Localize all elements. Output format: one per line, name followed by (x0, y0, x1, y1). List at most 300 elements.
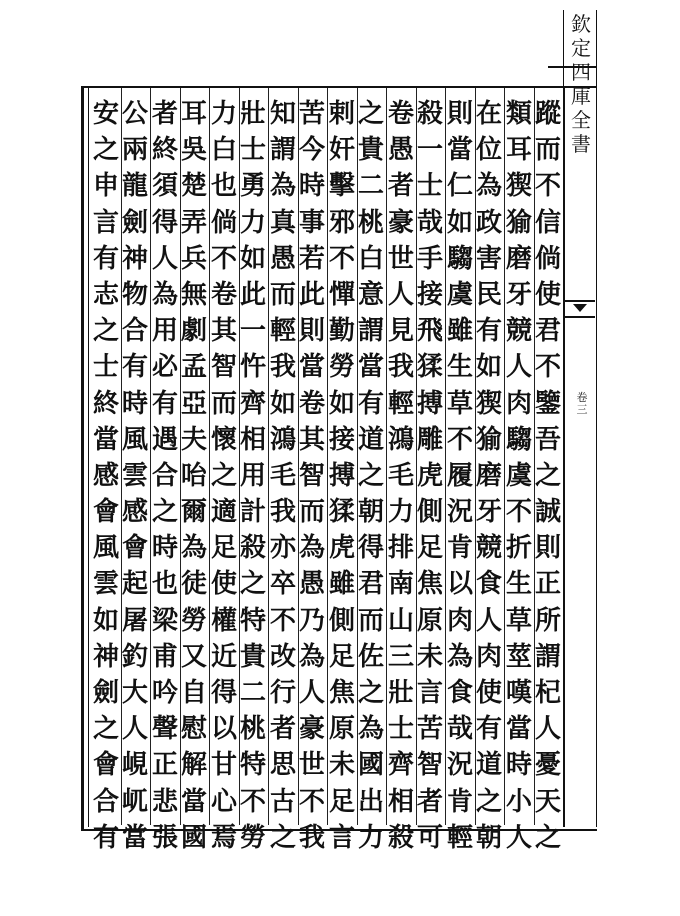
glyph: 公 (121, 99, 148, 129)
glyph: 不 (328, 243, 355, 274)
glyph: 書 (571, 132, 591, 156)
glyph: 爾 (180, 497, 207, 528)
glyph: 雕 (416, 424, 443, 455)
glyph: 牙 (475, 497, 502, 528)
glyph: 甘 (210, 750, 237, 781)
glyph: 當 (180, 786, 207, 817)
glyph: 擊 (328, 171, 355, 202)
glyph: 哉 (416, 207, 443, 238)
glyph: 當 (121, 822, 148, 853)
glyph: 又 (180, 641, 207, 672)
glyph: 卷 (576, 391, 588, 404)
glyph: 道 (475, 750, 502, 781)
glyph: 無 (180, 279, 207, 310)
glyph: 合 (121, 316, 148, 347)
glyph: 有 (475, 714, 502, 745)
glyph: 猰 (505, 171, 532, 202)
glyph: 位 (475, 135, 502, 166)
glyph: 肉 (475, 641, 502, 672)
glyph: 四 (571, 60, 591, 84)
glyph: 競 (505, 316, 532, 347)
glyph: 亞 (180, 388, 207, 419)
glyph: 當 (92, 424, 119, 455)
glyph: 之 (269, 822, 296, 853)
glyph: 殺 (239, 533, 266, 564)
glyph: 特 (239, 750, 266, 781)
glyph: 謂 (357, 316, 384, 347)
glyph: 卷 (387, 99, 414, 129)
top-extension-rule (563, 10, 564, 86)
glyph: 之 (357, 678, 384, 708)
glyph: 輕 (269, 316, 296, 347)
glyph: 士 (416, 171, 443, 202)
glyph: 猱 (416, 352, 443, 383)
glyph: 劍 (92, 678, 119, 708)
glyph: 憚 (328, 279, 355, 310)
glyph: 用 (239, 460, 266, 491)
glyph: 道 (357, 424, 384, 455)
glyph: 知 (269, 99, 296, 129)
glyph: 愚 (387, 135, 414, 166)
glyph: 權 (210, 605, 237, 636)
glyph: 足 (328, 641, 355, 672)
glyph: 憂 (534, 750, 561, 781)
glyph: 桃 (239, 714, 266, 745)
glyph: 而 (298, 497, 325, 528)
glyph: 相 (239, 424, 266, 455)
glyph: 甫 (151, 641, 178, 672)
margin-outer-rule (596, 10, 597, 827)
glyph: 會 (92, 750, 119, 781)
glyph: 梁 (151, 605, 178, 636)
glyph: 時 (151, 533, 178, 564)
glyph: 而 (357, 605, 384, 636)
glyph: 而 (269, 279, 296, 310)
glyph: 三 (576, 403, 588, 416)
glyph: 特 (239, 605, 266, 636)
glyph: 時 (298, 171, 325, 202)
glyph: 手 (416, 243, 443, 274)
glyph: 弄 (180, 207, 207, 238)
glyph: 一 (416, 135, 443, 166)
glyph: 志 (92, 279, 119, 310)
glyph: 焦 (328, 678, 355, 708)
glyph: 三 (387, 641, 414, 672)
glyph: 峴 (121, 750, 148, 781)
glyph: 肯 (446, 786, 473, 817)
glyph: 壯 (387, 678, 414, 708)
glyph: 言 (328, 822, 355, 853)
glyph: 庫 (571, 84, 591, 108)
glyph: 卷 (298, 388, 325, 419)
glyph: 豪 (298, 714, 325, 745)
glyph: 者 (269, 714, 296, 745)
glyph: 為 (151, 279, 178, 310)
glyph: 言 (92, 207, 119, 238)
glyph: 智 (210, 352, 237, 383)
glyph: 夫 (180, 424, 207, 455)
glyph: 搏 (416, 388, 443, 419)
glyph: 鴻 (387, 424, 414, 455)
glyph: 愚 (298, 569, 325, 600)
glyph: 也 (151, 569, 178, 600)
glyph: 㺄 (475, 424, 502, 455)
glyph: 如 (269, 388, 296, 419)
glyph: 況 (446, 750, 473, 781)
glyph: 力 (239, 207, 266, 238)
glyph: 大 (121, 678, 148, 708)
glyph: 哉 (446, 714, 473, 745)
glyph: 毛 (269, 460, 296, 491)
glyph: 二 (239, 678, 266, 708)
glyph: 神 (92, 641, 119, 672)
glyph: 剌 (328, 99, 355, 129)
glyph: 白 (210, 135, 237, 166)
glyph: 杞 (534, 678, 561, 708)
glyph: 足 (416, 533, 443, 564)
glyph: 勇 (239, 171, 266, 202)
glyph: 蹤 (534, 99, 561, 129)
glyph: 小 (505, 786, 532, 817)
glyph: 未 (416, 641, 443, 672)
glyph: 輕 (387, 388, 414, 419)
glyph: 不 (534, 171, 561, 202)
glyph: 焦 (416, 569, 443, 600)
glyph: 有 (92, 822, 119, 853)
glyph: 人 (298, 678, 325, 708)
glyph: 得 (151, 207, 178, 238)
glyph: 則 (534, 533, 561, 564)
glyph: 而 (534, 135, 561, 166)
glyph: 耳 (505, 135, 532, 166)
glyph: 食 (446, 678, 473, 708)
glyph: 思 (269, 750, 296, 781)
glyph: 殺 (416, 99, 443, 129)
glyph: 亦 (269, 533, 296, 564)
glyph: 桃 (357, 207, 384, 238)
glyph: 之 (357, 460, 384, 491)
glyph: 生 (446, 352, 473, 383)
glyph: 起 (121, 569, 148, 600)
glyph: 有 (357, 388, 384, 419)
glyph: 須 (151, 171, 178, 202)
glyph: 為 (180, 533, 207, 564)
glyph: 感 (92, 460, 119, 491)
glyph: 世 (298, 750, 325, 781)
glyph: 事 (298, 207, 325, 238)
glyph: 君 (534, 316, 561, 347)
glyph: 豪 (387, 207, 414, 238)
glyph: 則 (446, 99, 473, 129)
glyph: 其 (298, 424, 325, 455)
glyph: 為 (446, 641, 473, 672)
glyph: 感 (121, 497, 148, 528)
glyph: 必 (151, 352, 178, 383)
glyph: 㺄 (505, 207, 532, 238)
glyph: 使 (210, 569, 237, 600)
glyph: 之 (534, 822, 561, 853)
glyph: 得 (210, 678, 237, 708)
glyph: 苦 (416, 714, 443, 745)
glyph: 虎 (328, 533, 355, 564)
glyph: 貴 (357, 135, 384, 166)
glyph: 雲 (92, 569, 119, 600)
glyph: 若 (298, 243, 325, 274)
glyph: 神 (121, 243, 148, 274)
glyph: 毛 (387, 460, 414, 491)
glyph: 莖 (505, 641, 532, 672)
glyph: 白 (357, 243, 384, 274)
glyph: 朝 (357, 497, 384, 528)
glyph: 飛 (416, 316, 443, 347)
glyph: 之 (151, 497, 178, 528)
glyph: 所 (534, 605, 561, 636)
glyph: 焉 (210, 822, 237, 853)
glyph: 安 (92, 99, 119, 129)
glyph: 者 (387, 171, 414, 202)
glyph: 不 (210, 243, 237, 274)
glyph: 世 (387, 243, 414, 274)
glyph: 壯 (239, 99, 266, 129)
glyph: 近 (210, 641, 237, 672)
glyph: 信 (534, 207, 561, 238)
glyph: 言 (416, 678, 443, 708)
glyph: 牙 (505, 279, 532, 310)
glyph: 徒 (180, 569, 207, 600)
glyph: 之 (210, 460, 237, 491)
glyph: 之 (92, 316, 119, 347)
glyph: 適 (210, 497, 237, 528)
glyph: 我 (269, 497, 296, 528)
glyph: 此 (239, 279, 266, 310)
glyph: 勞 (180, 605, 207, 636)
glyph: 在 (475, 99, 502, 129)
glyph: 慰 (180, 714, 207, 745)
glyph: 折 (505, 533, 532, 564)
glyph: 吳 (180, 135, 207, 166)
glyph: 搏 (328, 460, 355, 491)
glyph: 風 (92, 533, 119, 564)
glyph: 誠 (534, 497, 561, 528)
glyph: 有 (92, 243, 119, 274)
glyph: 競 (475, 533, 502, 564)
fishtail-mark (565, 300, 595, 318)
glyph: 當 (298, 352, 325, 383)
glyph: 如 (239, 243, 266, 274)
glyph: 朝 (475, 822, 502, 853)
glyph: 咍 (180, 460, 207, 491)
glyph: 害 (475, 243, 502, 274)
glyph: 草 (505, 605, 532, 636)
glyph: 食 (475, 569, 502, 600)
glyph: 邪 (328, 207, 355, 238)
glyph: 欽 (571, 12, 591, 36)
glyph: 佐 (357, 641, 384, 672)
glyph: 者 (416, 786, 443, 817)
glyph: 南 (387, 569, 414, 600)
glyph: 猰 (475, 388, 502, 419)
glyph: 會 (121, 533, 148, 564)
glyph: 類 (505, 99, 532, 129)
glyph: 之 (475, 786, 502, 817)
glyph: 不 (298, 786, 325, 817)
glyph: 苦 (298, 99, 325, 129)
glyph: 使 (534, 279, 561, 310)
glyph: 出 (357, 786, 384, 817)
glyph: 為 (357, 714, 384, 745)
glyph: 殺 (387, 822, 414, 853)
glyph: 之 (239, 569, 266, 600)
glyph: 耳 (180, 99, 207, 129)
glyph: 意 (357, 279, 384, 310)
glyph: 天 (534, 786, 561, 817)
glyph: 政 (475, 207, 502, 238)
glyph: 謂 (534, 641, 561, 672)
glyph: 有 (121, 352, 148, 383)
glyph: 側 (328, 605, 355, 636)
glyph: 為 (298, 533, 325, 564)
glyph: 人 (121, 714, 148, 745)
glyph: 乃 (298, 605, 325, 636)
glyph: 釣 (121, 641, 148, 672)
glyph: 合 (151, 460, 178, 491)
glyph: 行 (269, 678, 296, 708)
glyph: 懷 (210, 424, 237, 455)
glyph: 則 (298, 316, 325, 347)
glyph: 當 (446, 135, 473, 166)
glyph: 也 (210, 171, 237, 202)
glyph: 此 (298, 279, 325, 310)
glyph: 當 (357, 352, 384, 383)
glyph: 虎 (416, 460, 443, 491)
glyph: 猱 (328, 497, 355, 528)
text-column (87, 96, 125, 856)
glyph: 雖 (328, 569, 355, 600)
glyph: 勤 (328, 316, 355, 347)
glyph: 為 (298, 641, 325, 672)
glyph: 龍 (121, 171, 148, 202)
glyph: 接 (328, 424, 355, 455)
glyph: 如 (92, 605, 119, 636)
glyph: 人 (151, 243, 178, 274)
glyph: 鑒 (534, 388, 561, 419)
glyph: 輕 (446, 822, 473, 853)
glyph: 聲 (151, 714, 178, 745)
glyph: 解 (180, 750, 207, 781)
glyph: 山 (387, 605, 414, 636)
glyph: 士 (92, 352, 119, 383)
glyph: 士 (239, 135, 266, 166)
glyph: 申 (92, 171, 119, 202)
glyph: 齊 (387, 750, 414, 781)
glyph: 我 (387, 352, 414, 383)
glyph: 風 (121, 424, 148, 455)
glyph: 國 (180, 822, 207, 853)
glyph: 倘 (210, 207, 237, 238)
glyph: 勞 (239, 822, 266, 853)
glyph: 騶 (505, 424, 532, 455)
glyph: 如 (475, 352, 502, 383)
glyph: 如 (446, 207, 473, 238)
glyph: 雖 (446, 316, 473, 347)
glyph: 其 (210, 316, 237, 347)
glyph: 我 (269, 352, 296, 383)
glyph: 之 (92, 135, 119, 166)
glyph: 時 (121, 388, 148, 419)
glyph: 肉 (446, 605, 473, 636)
glyph: 未 (328, 750, 355, 781)
glyph: 之 (92, 714, 119, 745)
glyph: 如 (328, 388, 355, 419)
glyph: 足 (328, 786, 355, 817)
glyph: 力 (387, 497, 414, 528)
glyph: 得 (357, 533, 384, 564)
glyph: 屠 (121, 605, 148, 636)
glyph: 草 (446, 388, 473, 419)
juan-number (572, 392, 592, 416)
glyph: 排 (387, 533, 414, 564)
glyph: 側 (416, 497, 443, 528)
glyph: 人 (534, 714, 561, 745)
glyph: 會 (92, 497, 119, 528)
glyph: 肉 (505, 388, 532, 419)
glyph: 一 (239, 316, 266, 347)
glyph: 民 (475, 279, 502, 310)
glyph: 愚 (269, 243, 296, 274)
glyph: 有 (151, 388, 178, 419)
glyph: 力 (357, 822, 384, 853)
glyph: 不 (446, 424, 473, 455)
glyph: 計 (239, 497, 266, 528)
glyph: 兩 (121, 135, 148, 166)
glyph: 況 (446, 497, 473, 528)
glyph: 磨 (475, 460, 502, 491)
glyph: 貴 (239, 641, 266, 672)
glyph: 不 (269, 605, 296, 636)
glyph: 者 (151, 99, 178, 129)
glyph: 人 (475, 605, 502, 636)
glyph: 智 (416, 750, 443, 781)
glyph: 終 (151, 135, 178, 166)
glyph: 國 (357, 750, 384, 781)
glyph: 物 (121, 279, 148, 310)
glyph: 以 (210, 714, 237, 745)
glyph: 使 (475, 678, 502, 708)
glyph: 為 (269, 171, 296, 202)
glyph: 不 (534, 352, 561, 383)
margin-title (567, 12, 595, 156)
glyph: 正 (534, 569, 561, 600)
glyph: 用 (151, 316, 178, 347)
glyph: 接 (416, 279, 443, 310)
glyph: 劍 (121, 207, 148, 238)
glyph: 不 (239, 786, 266, 817)
glyph: 君 (357, 569, 384, 600)
glyph: 孟 (180, 352, 207, 383)
glyph: 張 (151, 822, 178, 853)
glyph: 虞 (505, 460, 532, 491)
glyph: 卒 (269, 569, 296, 600)
glyph: 劇 (180, 316, 207, 347)
glyph: 之 (534, 460, 561, 491)
glyph: 可 (416, 822, 443, 853)
glyph: 騶 (446, 243, 473, 274)
glyph: 肯 (446, 533, 473, 564)
glyph: 今 (298, 135, 325, 166)
glyph: 原 (416, 605, 443, 636)
glyph: 仁 (446, 171, 473, 202)
glyph: 士 (387, 714, 414, 745)
